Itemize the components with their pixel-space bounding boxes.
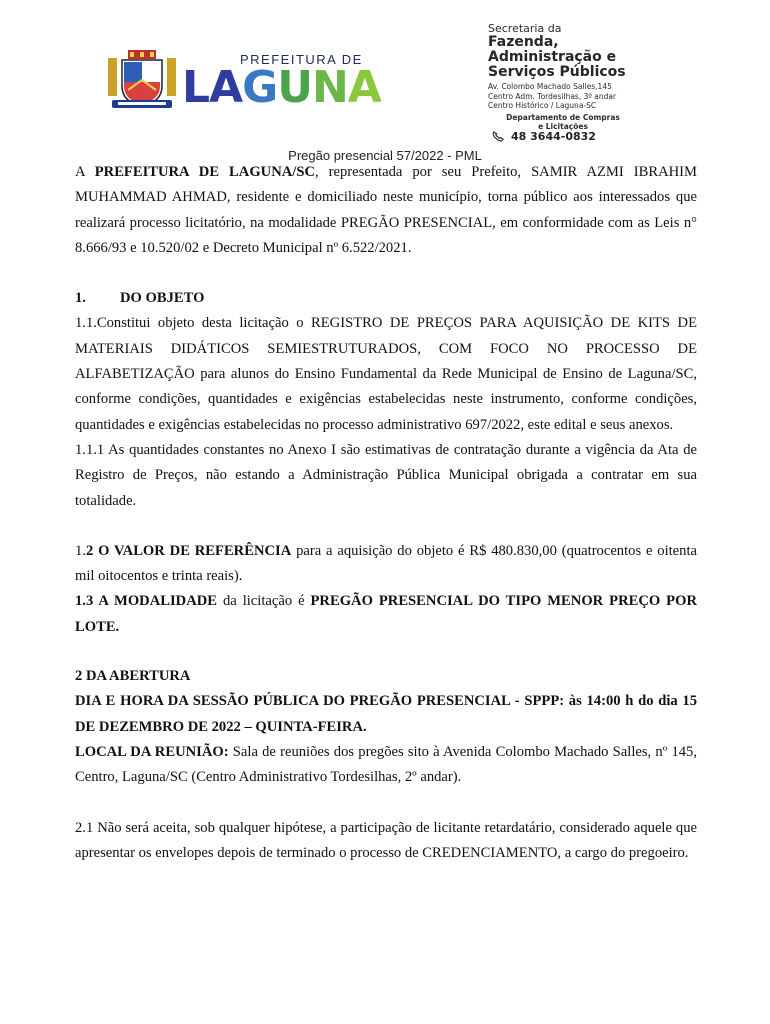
- section-title: DO OBJETO: [120, 290, 205, 307]
- address-line: Centro Histórico / Laguna-SC: [488, 101, 597, 110]
- section-title: 2 DA ABERTURA: [75, 668, 191, 685]
- clause-1-1-1: 1.1.1 As quantidades constantes no Anexo I são estimativas de contratação durante a vigência da Ata de Registro de Preços, não estando a Administração Pública Municipal obrigada a contratar em sua totalidade.: [75, 441, 697, 509]
- meeting-location: [75, 740, 697, 791]
- laguna-letter: A: [347, 62, 381, 113]
- clause-2-1: 2.1 Não será aceita, sob qualquer hipótese, a participação de licitante retardatário, considerado aquele que apresentar os envelopes depois de terminado o processo de CREDENCIAMENTO, a cargo do pregoeiro.: [75, 819, 697, 861]
- clause-bold: 2 O VALOR DE REFERÊNCIA: [85, 542, 292, 559]
- laguna-letter: U: [277, 62, 312, 113]
- laguna-letter: N: [311, 62, 348, 113]
- clause-text: para a aquisição do objeto é R$ 480.830,00 (quatrocentos e oitenta mil oitocentos e trinta reais).: [75, 542, 697, 585]
- section-number: 1.: [75, 290, 86, 307]
- phone-number: 48 3644-0832: [511, 130, 596, 143]
- address-line: Centro Adm. Tordesilhas, 3º andar: [488, 91, 617, 101]
- phone-icon: [492, 131, 505, 142]
- laguna-letter: G: [242, 62, 278, 113]
- clause-text: da licitação é: [217, 593, 311, 610]
- intro-prefeitura: PREFEITURA DE LAGUNA/SC: [94, 164, 315, 180]
- intro-text: , representada por seu Prefeito, SAMIR AZMI IBRAHIM MUHAMMAD AHMAD, residente e domiciliado neste município, torna público aos interessados que realizará processo licitatório, na modalidade PREGÃO PRESENCIAL, em conformidade com as Leis n° 8.666/93 e 10.520/02 e Decreto Municipal nº 6.522/2021.: [75, 164, 697, 256]
- department-line: Departamento de Compras: [506, 112, 620, 122]
- document-body: [75, 160, 697, 866]
- department-block: [488, 113, 638, 131]
- session-date-text: DIA E HORA DA SESSÃO PÚBLICA DO PREGÃO PRESENCIAL - SPPP: às 14:00 h do dia 15 DE DEZEMBRO DE 2022 – QUINTA-FEIRA.: [75, 693, 697, 735]
- clause-prefix: 1.: [75, 542, 86, 559]
- document-subtitle: Pregão presencial 57/2022 - PML: [288, 148, 482, 163]
- section-1-heading: [75, 286, 697, 311]
- location-label: LOCAL DA REUNIÃO:: [75, 743, 229, 760]
- laguna-letter: A: [209, 62, 243, 113]
- clause-bold: PREGÃO PRESENCIAL DO TIPO MENOR PREÇO POR LOTE.: [75, 593, 697, 635]
- department-line: e Licitações: [538, 121, 588, 131]
- clause-1-3: [75, 589, 697, 640]
- prefeitura-label: PREFEITURA DE: [240, 52, 363, 67]
- letterhead: [0, 0, 770, 163]
- secretaria-line: Serviços Públicos: [488, 64, 626, 80]
- laguna-letter: L: [182, 62, 210, 113]
- section-2-heading: [75, 664, 697, 689]
- prefeitura-logo: [182, 48, 418, 112]
- session-date: [75, 689, 697, 740]
- secretaria-top: Secretaria da: [488, 22, 562, 35]
- phone-contact: [492, 130, 596, 143]
- secretaria-line: Fazenda,: [488, 34, 559, 50]
- address-line: Av. Colombo Machado Salles,145: [488, 82, 612, 91]
- intro-paragraph: [75, 160, 697, 261]
- location-text: Sala de reuniões dos pregões sito à Avenida Colombo Machado Salles, nº 145, Centro, Laguna/SC (Centro Administrativo Tordesilhas, 2º andar).: [75, 743, 697, 786]
- address-block: [488, 82, 688, 111]
- intro-article: A: [75, 164, 95, 180]
- clause-bold: 1.3 A MODALIDADE: [75, 593, 218, 610]
- secretaria-block: [488, 22, 688, 131]
- municipal-crest-icon: [106, 50, 178, 112]
- clause-1-2: [75, 539, 697, 590]
- laguna-wordmark: [182, 62, 381, 114]
- clause-1-1: 1.1.Constitui objeto desta licitação o REGISTRO DE PREÇOS PARA AQUISIÇÃO DE KITS DE MATERIAIS DIDÁTICOS SEMIESTRUTURADOS, COM FOCO NO PROCESSO DE ALFABETIZAÇÃO para alunos do Ensino Fundamental da Rede Municipal de Ensino de Laguna/SC, conforme condições, quantidades e exigências estabelecidas neste instrumento, conforme condições, quantidades e exigências estabelecidas no processo administrativo 697/2022, este edital e seus anexos.: [75, 315, 697, 433]
- secretaria-line: Administração e: [488, 49, 617, 65]
